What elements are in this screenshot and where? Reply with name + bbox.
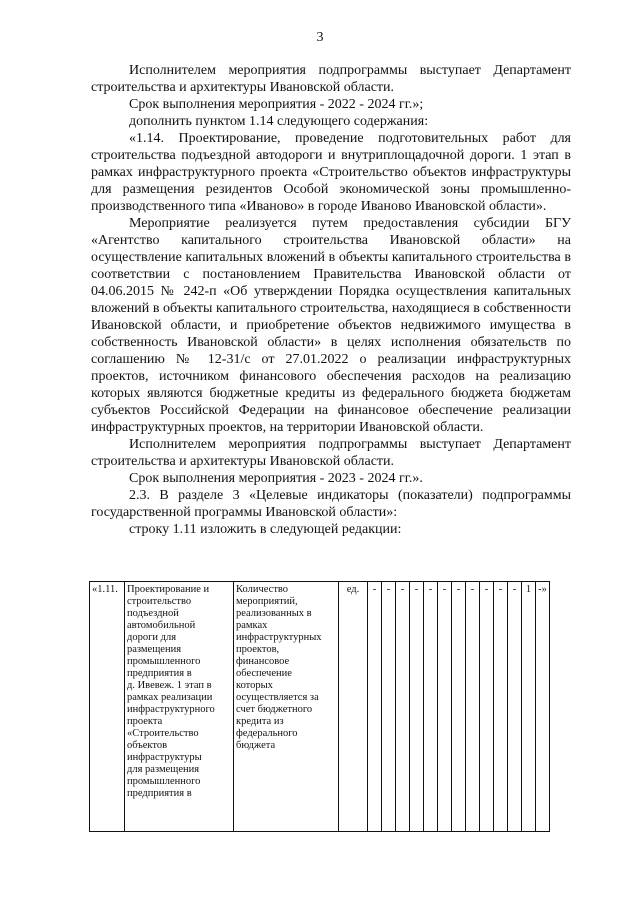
value-cell: - — [382, 582, 396, 832]
row-number-cell: «1.11. — [90, 582, 125, 832]
value-cell: - — [494, 582, 508, 832]
paragraph: дополнить пунктом 1.14 следующего содержания: — [129, 114, 429, 129]
measure-name-text: Проектирование и строительство подъездной автомобильной дороги для размещения промышленного предприятия в д. Ивевеж. 1 этап в рамках реализации инфраструктурного проекта «Строительство объектов инфраструктуры для размещения промышленного предприятия в — [127, 584, 215, 799]
document-body — [91, 62, 571, 538]
value-cell: - — [452, 582, 466, 832]
table-row — [90, 582, 550, 832]
paragraph: строку 1.11 изложить в следующей редакции: — [129, 522, 402, 537]
paragraph: Мероприятие реализуется путем предоставления субсидии БГУ «Агентство капитального строительства Ивановской области» на осуществление капитальных вложений в объекты капитального строительства в соответствии с постановлением Правительства Ивановской области от 04.06.2015 № 242-п «Об утверждении Порядка осуществления капитальных вложений в объекты капитального строительства, находящиеся в собственности Ивановской области, и приобретение объектов недвижимого имущества в собственность Ивановской области» в целях исполнения обязательств по соглашению № 12-31/с от 27.01.2022 о реализации инфраструктурных проектов, источником финансового обеспечения расходов на реализацию которых являются бюджетные кредиты из федерального бюджета бюджетам субъектов Российской Федерации на финансовое обеспечение реализации инфраструктурных проектов, на территории Ивановской области. — [91, 216, 571, 435]
value-cell: - — [508, 582, 522, 832]
paragraph: Срок выполнения мероприятия - 2023 - 2024 гг.». — [129, 471, 423, 486]
value-cell: 1 — [522, 582, 536, 832]
unit-cell: ед. — [339, 582, 368, 832]
paragraph: Исполнителем мероприятия подпрограммы выступает Департамент строительства и архитектуры Ивановской области. — [91, 437, 571, 469]
value-cell: - — [466, 582, 480, 832]
value-cell: - — [410, 582, 424, 832]
value-cell: - — [396, 582, 410, 832]
paragraph: 2.3. В разделе 3 «Целевые индикаторы (показатели) подпрограммы государственной программы Ивановской области»: — [91, 488, 571, 520]
indicators-table — [89, 581, 550, 832]
value-cell: - — [480, 582, 494, 832]
indicator-name-text: Количество мероприятий, реализованных в рамках инфраструктурных проектов, финансовое обеспечение которых осуществляется за счет бюджетного кредита из федерального бюджета — [236, 584, 322, 751]
paragraph: Исполнителем мероприятия подпрограммы выступает Департамент строительства и архитектуры Ивановской области. — [91, 63, 571, 95]
measure-name-cell — [125, 582, 234, 832]
value-cell: - — [368, 582, 382, 832]
paragraph: «1.14. Проектирование, проведение подготовительных работ для строительства подъездной автодороги и внутриплощадочной дороги. 1 этап в рамках инфраструктурного проекта «Строительство объектов инфраструктуры для размещения резидентов Особой экономической зоны промышленно-производственного типа «Иваново» в городе Иваново Ивановской области». — [91, 131, 571, 214]
value-cell: -» — [536, 582, 550, 832]
value-cell: - — [438, 582, 452, 832]
paragraph: Срок выполнения мероприятия - 2022 - 2024 гг.»; — [129, 97, 424, 112]
value-cell: - — [424, 582, 438, 832]
page-number: 3 — [316, 30, 324, 45]
indicator-name-cell — [234, 582, 339, 832]
